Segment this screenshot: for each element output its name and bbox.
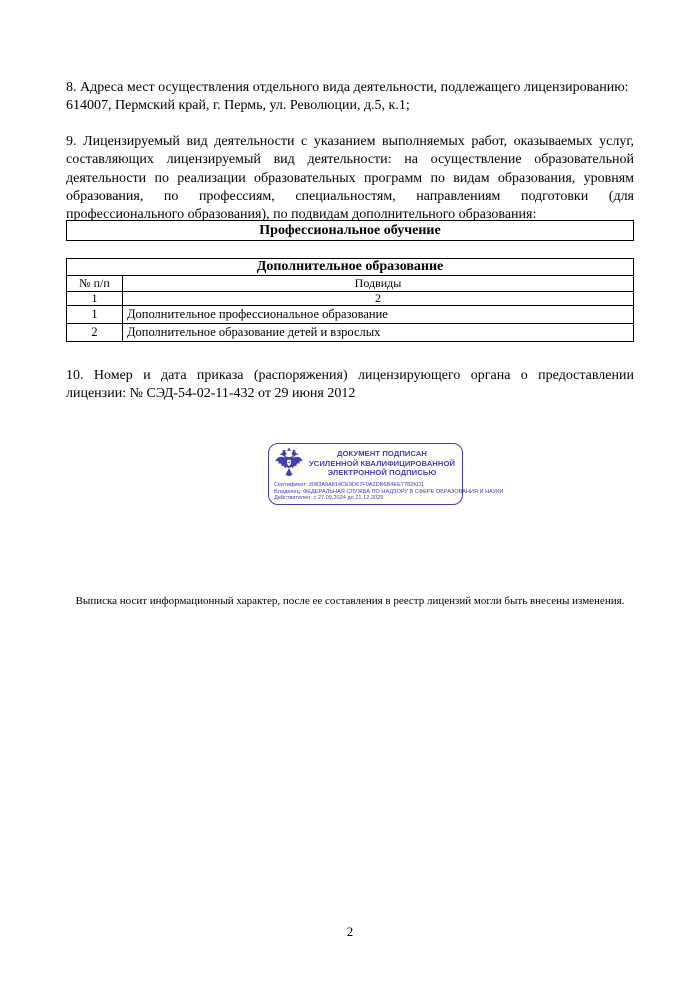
column-number-2: 2 xyxy=(123,292,634,306)
stamp-info xyxy=(274,482,504,502)
additional-education-title: Дополнительное образование xyxy=(67,259,634,276)
section8-heading: 8. Адреса мест осуществления отдельного вида деятельности, подлежащего лицензированию: xyxy=(66,80,629,95)
footer-note: Выписка носит информационный характер, после ее составления в реестр лицензий могли быть внесены изменения. xyxy=(75,595,625,607)
table-header-row xyxy=(67,276,634,292)
column-header-num: № п/п xyxy=(67,276,123,292)
professional-training-title: Профессиональное обучение xyxy=(67,221,634,241)
table-row xyxy=(67,324,634,342)
table-row xyxy=(67,221,634,241)
section-10: 10. Номер и дата приказа (распоряжения) лицензирующего органа о предоставлении лицензии: № СЭД-54-02-11-432 от 29 июня 2012 xyxy=(66,368,634,402)
table-title-row xyxy=(67,259,634,276)
professional-training-table xyxy=(66,220,634,241)
row-subtype: Дополнительное образование детей и взрослых xyxy=(123,324,634,342)
stamp-owner: Владелец: ФЕДЕРАЛЬНАЯ СЛУЖБА ПО НАДЗОРУ В СФЕРЕ ОБРАЗОВАНИЯ И НАУКИ xyxy=(274,488,504,495)
page-number: 2 xyxy=(346,924,354,939)
electronic-signature-stamp xyxy=(268,443,504,505)
section-9: 9. Лицензируемый вид деятельности с указанием выполняемых работ, оказываемых услуг, составляющих лицензируемый вид деятельности: на осуществление образовательной деятельности по реализации образовательных программ по видам образования, уровням образования, по профессиям, специальностям, направлениям подготовки (для профессионального образования), по подвидам дополнительного образования: xyxy=(66,134,634,223)
stamp-title-line3: ЭЛЕКТРОННОЙ ПОДПИСЬЮ xyxy=(327,468,437,478)
row-num: 1 xyxy=(67,306,123,324)
stamp-title xyxy=(308,449,456,478)
table-row xyxy=(67,306,634,324)
table-column-number-row xyxy=(67,292,634,306)
additional-education-table xyxy=(66,258,634,342)
stamp-certificate: Сертификат: 2083A9A814CE9D67F0A2DB6B4EE7782KD1 xyxy=(274,482,425,488)
row-subtype: Дополнительное профессиональное образование xyxy=(123,306,634,324)
section8-address: 614007, Пермский край, г. Пермь, ул. Революции, д.5, к.1; xyxy=(66,98,410,114)
russian-coat-of-arms-icon xyxy=(274,447,304,480)
stamp-title-line2: УСИЛЕННОЙ КВАЛИФИЦИРОВАННОЙ xyxy=(308,458,456,468)
row-num: 2 xyxy=(67,324,123,342)
column-header-subtypes: Подвиды xyxy=(123,276,634,292)
column-number-1: 1 xyxy=(67,292,123,306)
stamp-validity: Действителен: с 27.09.2024 до 21.12.2025 xyxy=(274,495,384,502)
section-8 xyxy=(66,79,634,116)
stamp-title-line1: ДОКУМЕНТ ПОДПИСАН xyxy=(336,449,428,459)
